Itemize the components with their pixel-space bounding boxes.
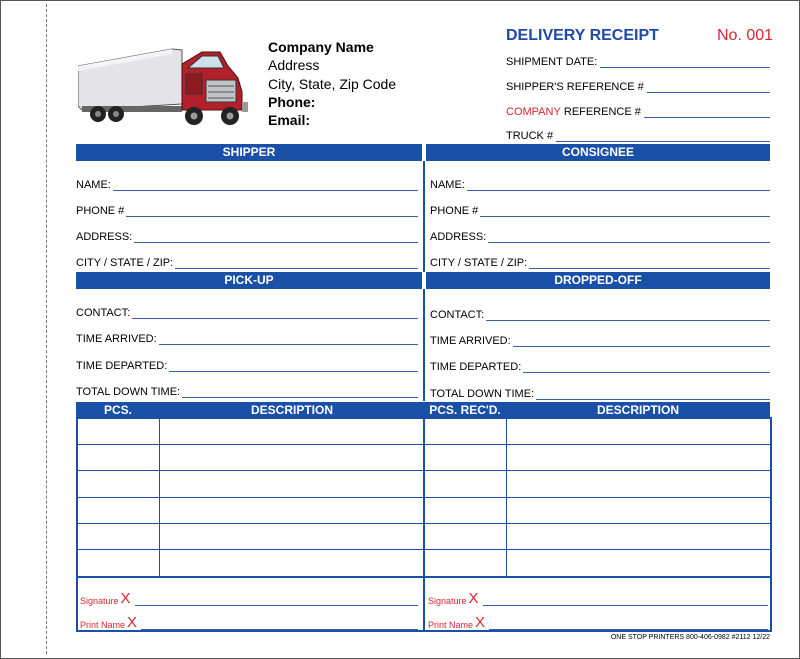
company-address: Address [268,57,320,74]
dropoff-departed-line[interactable] [523,362,770,373]
shipper-name-line[interactable] [113,180,418,191]
consignee-phone-field[interactable] [430,203,770,217]
dropoff-departed-label: TIME DEPARTED: [430,361,522,373]
consignee-city-field[interactable] [430,255,770,269]
print-name-label-right: Print Name [428,620,474,630]
receipt-title: DELIVERY RECEIPT [506,27,659,44]
signature-line-right[interactable] [483,595,768,606]
pickup-header: PICK-UP [76,272,422,289]
pcs-received-header: PCS. REC'D. [429,403,501,417]
consignee-signature-field[interactable] [428,590,768,606]
dropoff-arrived-field[interactable] [430,333,770,347]
company-reference-red: COMPANY [506,106,561,118]
pickup-down-time-line[interactable] [182,387,418,398]
x-mark: X [475,614,486,631]
shipment-date-line[interactable] [600,57,770,68]
section-divider-upper [423,161,425,272]
pickup-departed-label: TIME DEPARTED: [76,360,168,372]
dropoff-down-time-line[interactable] [536,389,770,400]
shipper-address-field[interactable] [76,229,418,243]
shipper-address-line[interactable] [134,232,418,243]
dropoff-contact-label: CONTACT: [430,309,485,321]
dropoff-header: DROPPED-OFF [426,272,770,289]
pickup-departed-line[interactable] [169,361,418,372]
consignee-city-label: CITY / STATE / ZIP: [430,257,528,269]
consignee-address-label: ADDRESS: [430,231,487,243]
signature-line-left[interactable] [135,595,418,606]
x-mark: X [468,590,479,607]
signature-label-right: Signature [428,596,467,606]
table-row[interactable] [76,549,772,550]
consignee-name-line[interactable] [467,180,770,191]
pickup-contact-field[interactable] [76,305,418,319]
shipper-city-label: CITY / STATE / ZIP: [76,257,174,269]
table-row[interactable] [76,523,772,524]
consignee-name-field[interactable] [430,177,770,191]
company-block [268,38,396,129]
consignee-address-field[interactable] [430,229,770,243]
dropoff-contact-field[interactable] [430,307,770,321]
consignee-header: CONSIGNEE [426,144,770,161]
shipper-reference-line[interactable] [647,82,770,93]
consignee-name-label: NAME: [430,179,465,191]
x-mark: X [127,614,138,631]
consignee-print-name-field[interactable] [428,614,768,630]
shipper-header: SHIPPER [76,144,422,161]
shipper-name-label: NAME: [76,179,111,191]
consignee-phone-line[interactable] [480,206,770,217]
shipper-city-line[interactable] [175,258,418,269]
printer-footer: ONE STOP PRINTERS 800-406-0982 #2112 12/22 [610,634,770,641]
shipper-reference-field[interactable] [506,79,770,93]
table-row[interactable] [76,470,772,471]
pickup-down-time-label: TOTAL DOWN TIME: [76,386,181,398]
company-reference-field[interactable] [506,104,770,118]
truck-number-line[interactable] [556,131,770,142]
print-name-label-left: Print Name [80,620,126,630]
company-name: Company Name [268,39,374,55]
company-email-label: Email: [268,112,311,129]
shipper-phone-line[interactable] [126,206,418,217]
description-header-left: DESCRIPTION [250,403,333,417]
perforation-line [46,4,47,654]
consignee-phone-label: PHONE # [430,205,479,217]
shipper-phone-label: PHONE # [76,205,125,217]
shipper-phone-field[interactable] [76,203,418,217]
consignee-address-line[interactable] [488,232,770,243]
table-row[interactable] [76,497,772,498]
shipper-print-name-field[interactable] [80,614,418,630]
dropoff-contact-line[interactable] [486,310,770,321]
dropoff-down-time-label: TOTAL DOWN TIME: [430,388,535,400]
pickup-departed-field[interactable] [76,358,418,372]
company-phone-label: Phone: [268,93,316,110]
consignee-city-line[interactable] [529,258,770,269]
company-reference-line[interactable] [644,107,770,118]
shipment-date-label: SHIPMENT DATE: [506,56,598,68]
truck-number-label: TRUCK # [506,130,554,142]
x-mark: X [120,590,131,607]
print-name-line-left[interactable] [141,619,418,630]
shipper-city-field[interactable] [76,255,418,269]
description-header-right: DESCRIPTION [596,403,679,417]
pickup-contact-label: CONTACT: [76,307,131,319]
dropoff-arrived-label: TIME ARRIVED: [430,335,511,347]
company-city-line: City, State, Zip Code [268,75,397,92]
table-row[interactable] [76,444,772,445]
dropoff-down-time-field[interactable] [430,386,770,400]
dropoff-departed-field[interactable] [430,359,770,373]
table-signature-divider [76,576,772,578]
signature-label-left: Signature [80,596,119,606]
dropoff-arrived-line[interactable] [513,336,770,347]
receipt-number: No. 001 [717,27,774,44]
pickup-down-time-field[interactable] [76,384,418,398]
truck-illustration [78,44,258,130]
pickup-contact-line[interactable] [132,308,418,319]
print-name-line-right[interactable] [489,619,768,630]
company-reference-label: REFERENCE # [563,106,641,118]
table-center-divider [423,417,425,632]
pickup-arrived-line[interactable] [159,334,418,345]
section-divider-middle [423,289,425,401]
truck-number-field[interactable] [506,128,770,142]
shipper-address-label: ADDRESS: [76,231,133,243]
pickup-arrived-label: TIME ARRIVED: [76,333,157,345]
shipper-reference-label: SHIPPER'S REFERENCE # [506,81,644,93]
pickup-arrived-field[interactable] [76,331,418,345]
shipper-name-field[interactable] [76,177,418,191]
shipment-date-field[interactable] [506,54,770,68]
shipper-signature-field[interactable] [80,590,418,606]
pcs-shipped-header: PCS. SHIPPED [91,403,145,434]
